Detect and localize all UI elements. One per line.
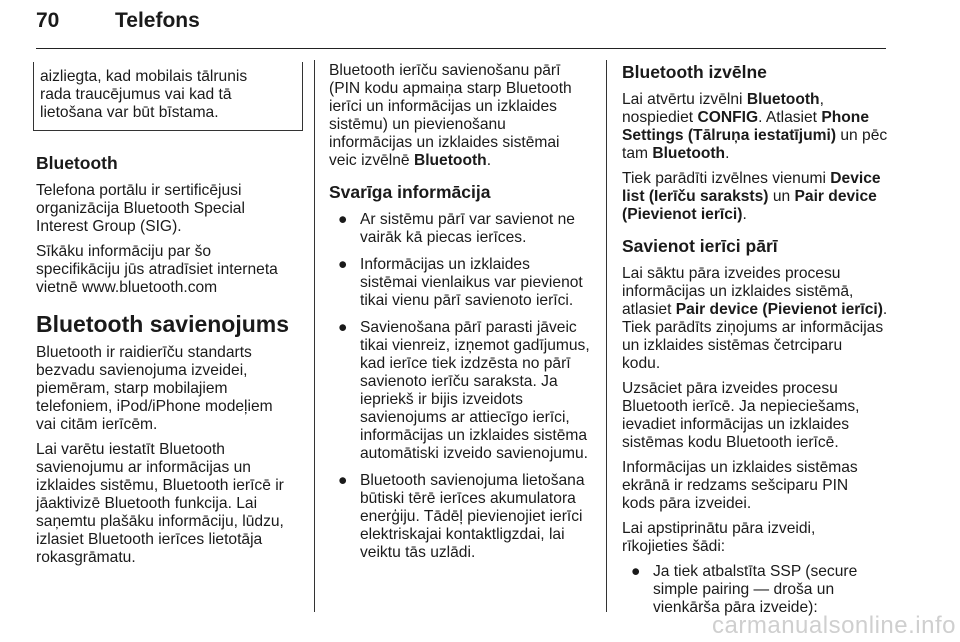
text-run: . Tiek parādīts ziņojums ar informācijas un izklaides sistēmas četrciparu kodu. xyxy=(622,301,888,372)
menu-item-name: Pair device (Pievienot ierīci) xyxy=(622,188,877,223)
watermark: carmanualsonline.info xyxy=(712,612,956,639)
list-item-text: Ar sistēmu pārī var savienot ne vairāk kā piecas ierīces. xyxy=(360,211,575,246)
connection-paragraph-2: Lai varētu iestatīt Bluetooth savienojumu ar informācijas un izklaides sistēmu, Bluetooth ierīcē ir jāaktivizē Bluetooth funkcija. Lai saņemtu plašāku informāciju, lūdzu, izlasiet Bluetooth ierīces lietotāja rokasgrāmatu. xyxy=(36,441,284,566)
intro-paragraph xyxy=(329,62,591,170)
text-run: Lai sāktu pāra izveides procesu informācijas un izklaides sistēmā, atlasiet xyxy=(622,265,854,318)
connection-paragraph-1: Bluetooth ir raidierīču standarts bezvadu savienojuma izveidei, piemēram, starp mobilajiem telefoniem, iPod/iPhone modeļiem vai citām ierīcēm. xyxy=(36,344,273,433)
column-1 xyxy=(36,62,298,574)
list-item-text: Savienošana pārī parasti jāveic tikai vienreiz, izņemot gadījumus, kad ierīce tiek izdzēsta no pārī savienoto ierīču saraksta. Ja iepriekš ir bijis izveidots savienojums ar attiecīgo ierīci, informācijas un izklaides sistēma automātiski izveido savienojumu. xyxy=(360,319,590,462)
list-item xyxy=(622,563,888,617)
column-divider-1 xyxy=(314,60,315,612)
pair-paragraph-2: Uzsāciet pāra izveides procesu Bluetooth ierīcē. Ja nepieciešams, ievadiet informācijas un izklaides sistēmas kodu Bluetooth ierīcē. xyxy=(622,380,860,451)
warning-box: aizliegta, kad mobilais tālrunis rada traucējumus vai kad tā lietošana var būt bīstama. xyxy=(33,62,303,131)
menu-paragraph-2 xyxy=(622,170,888,224)
pair-device-heading: Savienot ierīci pārī xyxy=(622,236,778,256)
menu-name: Bluetooth xyxy=(652,145,726,162)
page-header xyxy=(36,4,886,50)
list-item-text: Ja tiek atbalstīta SSP (secure simple pairing — droša un vienkārša pāra izveide): xyxy=(653,563,858,616)
list-item-text: Bluetooth savienojuma lietošana būtiski tērē ierīces akumulatora enerģiju. Tādēļ pievienojiet ierīci elektriskajai kontaktligzdai, lai veiktu tās uzlādi. xyxy=(360,472,585,561)
bullet-icon: ● xyxy=(338,319,348,336)
text-run: . xyxy=(725,145,730,162)
list-item xyxy=(329,211,591,247)
list-item xyxy=(329,472,591,562)
intro-end: . xyxy=(486,152,492,169)
bullet-icon: ● xyxy=(338,211,348,228)
bluetooth-menu-heading: Bluetooth izvēlne xyxy=(622,62,767,82)
pair-paragraph-4: Lai apstiprinātu pāra izveidi, rīkojieties šādi: xyxy=(622,520,816,555)
list-item xyxy=(329,256,591,310)
menu-item-name: Pair device (Pievienot ierīci) xyxy=(675,301,883,318)
list-item xyxy=(329,319,591,463)
menu-item-name: Device list (Ierīču saraksts) xyxy=(622,170,881,205)
column-divider-2 xyxy=(606,60,607,612)
intro-text: Bluetooth ierīču savienošanu pārī (PIN kodu apmaiņa starp Bluetooth ierīci un informācijas un izklaides sistēmu) un pievienošanu informācijas un izklaides sistēmai veic izvēlnē xyxy=(329,62,572,169)
text-run: . Atlasiet xyxy=(758,109,822,126)
text-run: , nospiediet xyxy=(622,91,824,126)
bluetooth-paragraph-2: Sīkāku informāciju par šo specifikāciju jūs atradīsiet interneta vietnē www.bluetooth.com xyxy=(36,243,278,296)
text-run: un xyxy=(768,188,795,205)
page-number: 70 xyxy=(36,9,60,32)
menu-name: Phone Settings (Tālruņa iestatījumi) xyxy=(622,109,870,144)
bullet-icon: ● xyxy=(631,563,641,580)
pair-list xyxy=(622,563,888,617)
pair-paragraph-1 xyxy=(622,265,888,373)
bluetooth-paragraph-1: Telefona portālu ir sertificējusi organizācija Bluetooth Special Interest Group (SIG). xyxy=(36,182,245,235)
column-2 xyxy=(329,62,591,571)
important-info-list xyxy=(329,211,591,562)
text-run: Tiek parādīti izvēlnes vienumi xyxy=(622,170,831,187)
list-item-text: Informācijas un izklaides sistēmai vienlaikus var pievienot tikai vienu pārī savienoto ierīci. xyxy=(360,256,583,309)
header-rule xyxy=(36,48,886,49)
bullet-icon: ● xyxy=(338,472,348,489)
text-run: . xyxy=(742,206,747,223)
column-3 xyxy=(622,62,888,626)
important-info-heading: Svarīga informācija xyxy=(329,182,491,202)
pair-paragraph-3: Informācijas un izklaides sistēmas ekrānā ir redzams sešciparu PIN kods pāra izveidei. xyxy=(622,459,858,512)
text-run: un pēc tam xyxy=(622,127,888,162)
bluetooth-heading: Bluetooth xyxy=(36,153,118,173)
button-name: CONFIG xyxy=(697,109,759,126)
chapter-title: Telefons xyxy=(115,9,200,32)
text-run: Lai atvērtu izvēlni xyxy=(622,91,747,108)
bluetooth-connection-heading: Bluetooth savienojums xyxy=(36,311,290,337)
menu-paragraph-1 xyxy=(622,91,888,163)
bullet-icon: ● xyxy=(338,256,348,273)
intro-menu-name: Bluetooth xyxy=(413,152,487,169)
menu-name: Bluetooth xyxy=(746,91,820,108)
